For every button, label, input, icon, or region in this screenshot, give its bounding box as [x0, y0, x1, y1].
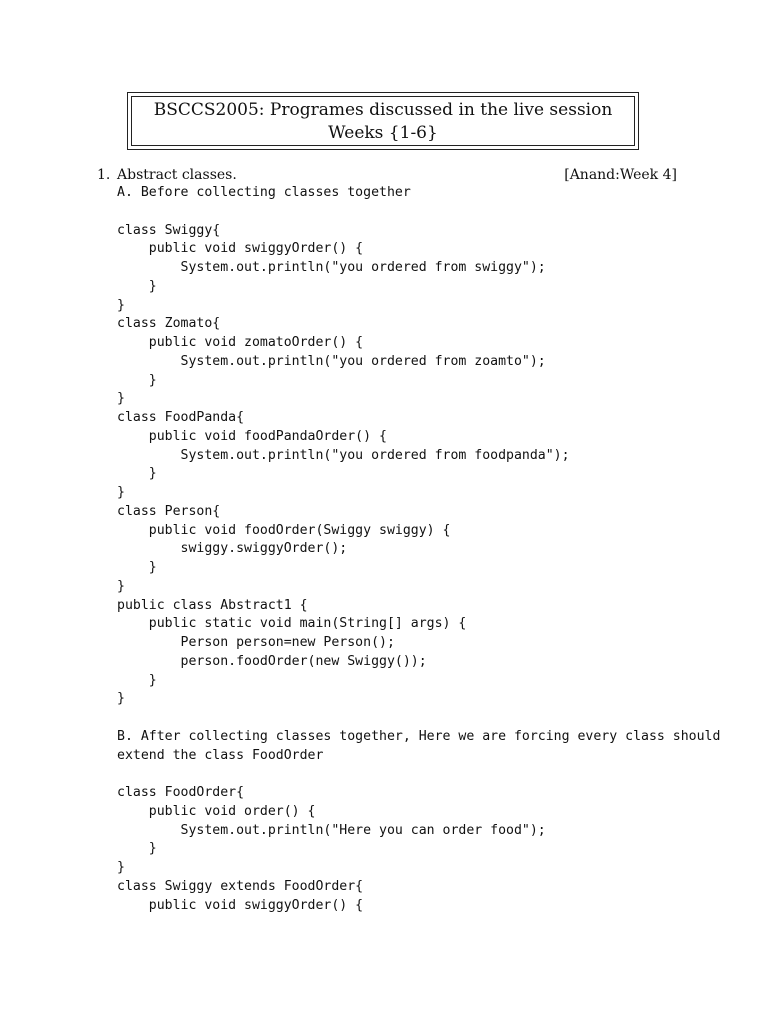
code-line: }: [117, 372, 157, 388]
code-line: public void swiggyOrder() {: [117, 897, 364, 913]
code-line: }: [117, 297, 125, 313]
code-line: }: [117, 691, 125, 707]
code-line: public void foodOrder(Swiggy swiggy) {: [117, 522, 451, 538]
code-line: public void order() {: [117, 803, 316, 819]
code-line: class Swiggy{: [117, 222, 221, 238]
code-line: class Person{: [117, 503, 221, 519]
code-block: [117, 184, 720, 915]
code-line: A. Before collecting classes together: [117, 185, 411, 200]
code-line: public void foodPandaOrder() {: [117, 428, 387, 444]
code-line: }: [117, 672, 157, 688]
item-title: Abstract classes.: [117, 167, 237, 183]
code-line: public void zomatoOrder() {: [117, 335, 364, 350]
code-line: class FoodOrder{: [117, 785, 245, 800]
item-number: 1.: [97, 167, 111, 183]
code-line: System.out.println("you ordered from zoamto");: [117, 353, 546, 369]
code-line: class FoodPanda{: [117, 410, 245, 425]
code-line: [117, 203, 720, 222]
code-line: System.out.println("you ordered from foodpanda");: [117, 447, 570, 463]
item-tag: [Anand:Week 4]: [564, 167, 677, 183]
page-subtitle: Weeks {1-6}: [328, 123, 438, 143]
code-line: System.out.println("Here you can order food");: [117, 822, 546, 838]
title-box: [127, 92, 639, 150]
code-line: swiggy.swiggyOrder();: [117, 541, 348, 557]
title-frame: [131, 96, 635, 146]
code-line: class Swiggy extends FoodOrder{: [117, 878, 364, 894]
code-line: B. After collecting classes together, Here we are forcing every class should: [117, 728, 721, 744]
code-line: [117, 709, 720, 728]
code-line: public void swiggyOrder() {: [117, 241, 364, 257]
code-line: }: [117, 466, 157, 482]
code-line: public class Abstract1 {: [117, 597, 308, 613]
code-line: }: [117, 560, 157, 575]
code-line: }: [117, 485, 125, 500]
code-line: public static void main(String[] args) {: [117, 616, 467, 632]
code-line: person.foodOrder(new Swiggy());: [117, 653, 427, 669]
code-line: }: [117, 391, 125, 407]
page-title: BSCCS2005: Programes discussed in the live session: [153, 100, 613, 120]
code-line: class Zomato{: [117, 316, 221, 332]
code-line: }: [117, 278, 157, 294]
code-line: extend the class FoodOrder: [117, 747, 324, 763]
code-line: }: [117, 860, 125, 875]
code-line: System.out.println("you ordered from swiggy");: [117, 260, 546, 275]
code-line: }: [117, 841, 157, 857]
section-header: [97, 165, 677, 185]
code-line: [117, 765, 720, 784]
code-line: Person person=new Person();: [117, 635, 395, 650]
code-line: }: [117, 578, 125, 594]
